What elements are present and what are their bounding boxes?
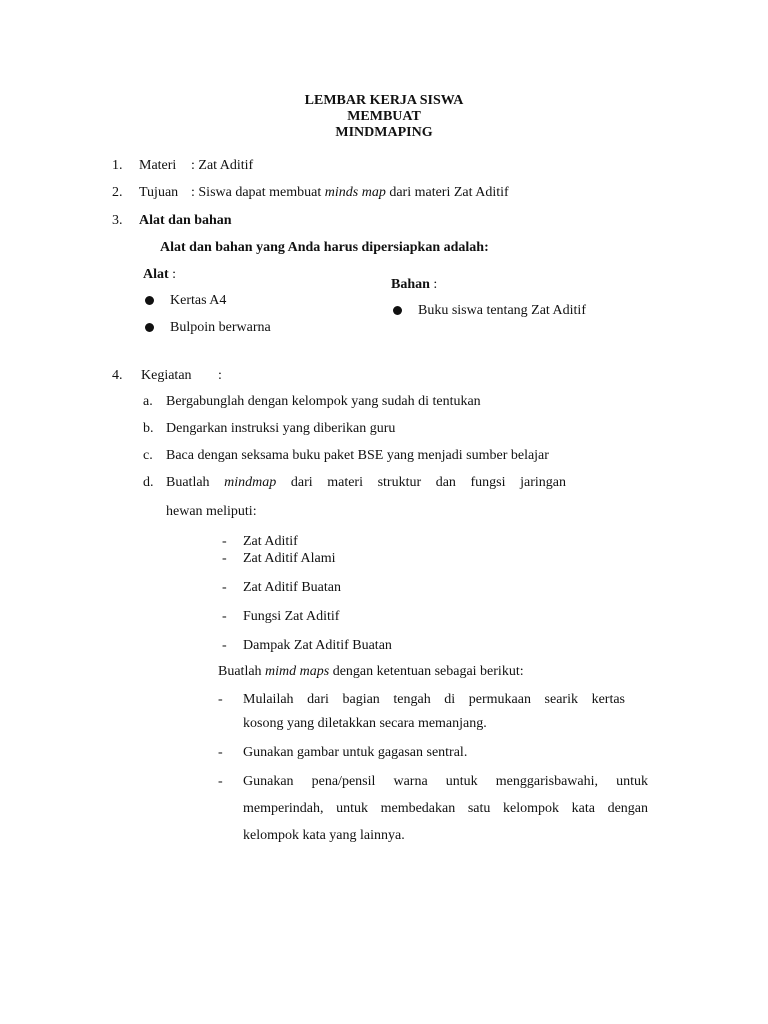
alat-item-1: Kertas A4 [170,293,227,308]
topic-dash: - [222,534,227,549]
ketentuan-dash: - [218,774,223,789]
ketentuan-1-line-1: Mulailah dari bagian tengah di permukaan searik kertas [243,692,625,707]
step-text-c: Baca dengan seksama buku paket BSE yang menjadi sumber belajar [166,448,549,463]
alat-bahan-intro: Alat dan bahan yang Anda harus dipersiapkan adalah: [160,240,489,255]
topic-dash: - [222,609,227,624]
kegiatan-colon: : [218,368,222,383]
ketentuan-2-line-1: Gunakan gambar untuk gagasan sentral. [243,745,468,760]
ketentuan-intro-em: mimd maps [265,664,330,679]
kegiatan-label: Kegiatan [141,368,192,383]
alat-bahan-heading: Alat dan bahan [139,213,232,228]
step-letter-a: a. [143,394,153,409]
topic-item-5: Dampak Zat Aditif Buatan [243,638,392,653]
topic-item-3: Zat Aditif Buatan [243,580,341,595]
item-number-2: 2. [112,185,123,200]
ketentuan-dash: - [218,745,223,760]
bahan-colon: : [429,277,438,292]
ketentuan-dash: - [218,692,223,707]
ketentuan-intro [218,664,524,681]
step-letter-c: c. [143,448,153,463]
tujuan-value-post: dari materi Zat Aditif [385,185,509,200]
step-letter-d: d. [143,475,154,490]
step-text-d [166,475,566,492]
bullet-dot [145,296,154,305]
ketentuan-intro-pre: Buatlah [218,664,266,679]
bahan-item-1: Buku siswa tentang Zat Aditif [418,303,586,318]
tujuan-value-pre: : Siswa dapat membuat [191,185,325,200]
ketentuan-3-line-3: kelompok kata yang lainnya. [243,828,405,843]
item-number-3: 3. [112,213,123,228]
step-text-b: Dengarkan instruksi yang diberikan guru [166,421,396,436]
step-text-d-pre: Buatlah [166,475,225,490]
title-line-3: MINDMAPING [335,125,433,140]
step-text-a: Bergabunglah dengan kelompok yang sudah di tentukan [166,394,481,409]
topic-item-1: Zat Aditif [243,534,298,549]
materi-label: Materi [139,158,177,173]
tujuan-label: Tujuan [139,185,179,200]
title-line-1: LEMBAR KERJA SISWA [304,93,464,108]
alat-heading [143,267,176,284]
tujuan-value [191,185,509,202]
item-number-4: 4. [112,368,123,383]
bullet-dot [393,306,402,315]
ketentuan-intro-post: dengan ketentuan sebagai berikut: [329,664,524,679]
ketentuan-3-line-1: Gunakan pena/pensil warna untuk menggarisbawahi, untuk [243,774,648,789]
step-text-d-continuation: hewan meliputi: [166,504,257,519]
topic-item-4: Fungsi Zat Aditif [243,609,340,624]
ketentuan-3-line-2: memperindah, untuk membedakan satu kelompok kata dengan [243,801,648,816]
topic-dash: - [222,551,227,566]
bahan-heading [391,277,437,294]
ketentuan-1-line-2: kosong yang diletakkan secara memanjang. [243,716,487,731]
materi-value: : Zat Aditif [191,158,254,173]
bullet-dot [145,323,154,332]
topic-dash: - [222,580,227,595]
topic-dash: - [222,638,227,653]
title-line-2: MEMBUAT [347,109,421,124]
bahan-label: Bahan [391,277,430,292]
step-letter-b: b. [143,421,154,436]
step-text-d-post: dari materi struktur dan fungsi jaringan [276,475,566,490]
item-number-1: 1. [112,158,123,173]
alat-item-2: Bulpoin berwarna [170,320,271,335]
step-text-d-em: mindmap [224,475,277,490]
alat-colon: : [168,267,177,282]
topic-item-2: Zat Aditif Alami [243,551,336,566]
tujuan-value-em: minds map [324,185,386,200]
alat-label: Alat [143,267,169,282]
